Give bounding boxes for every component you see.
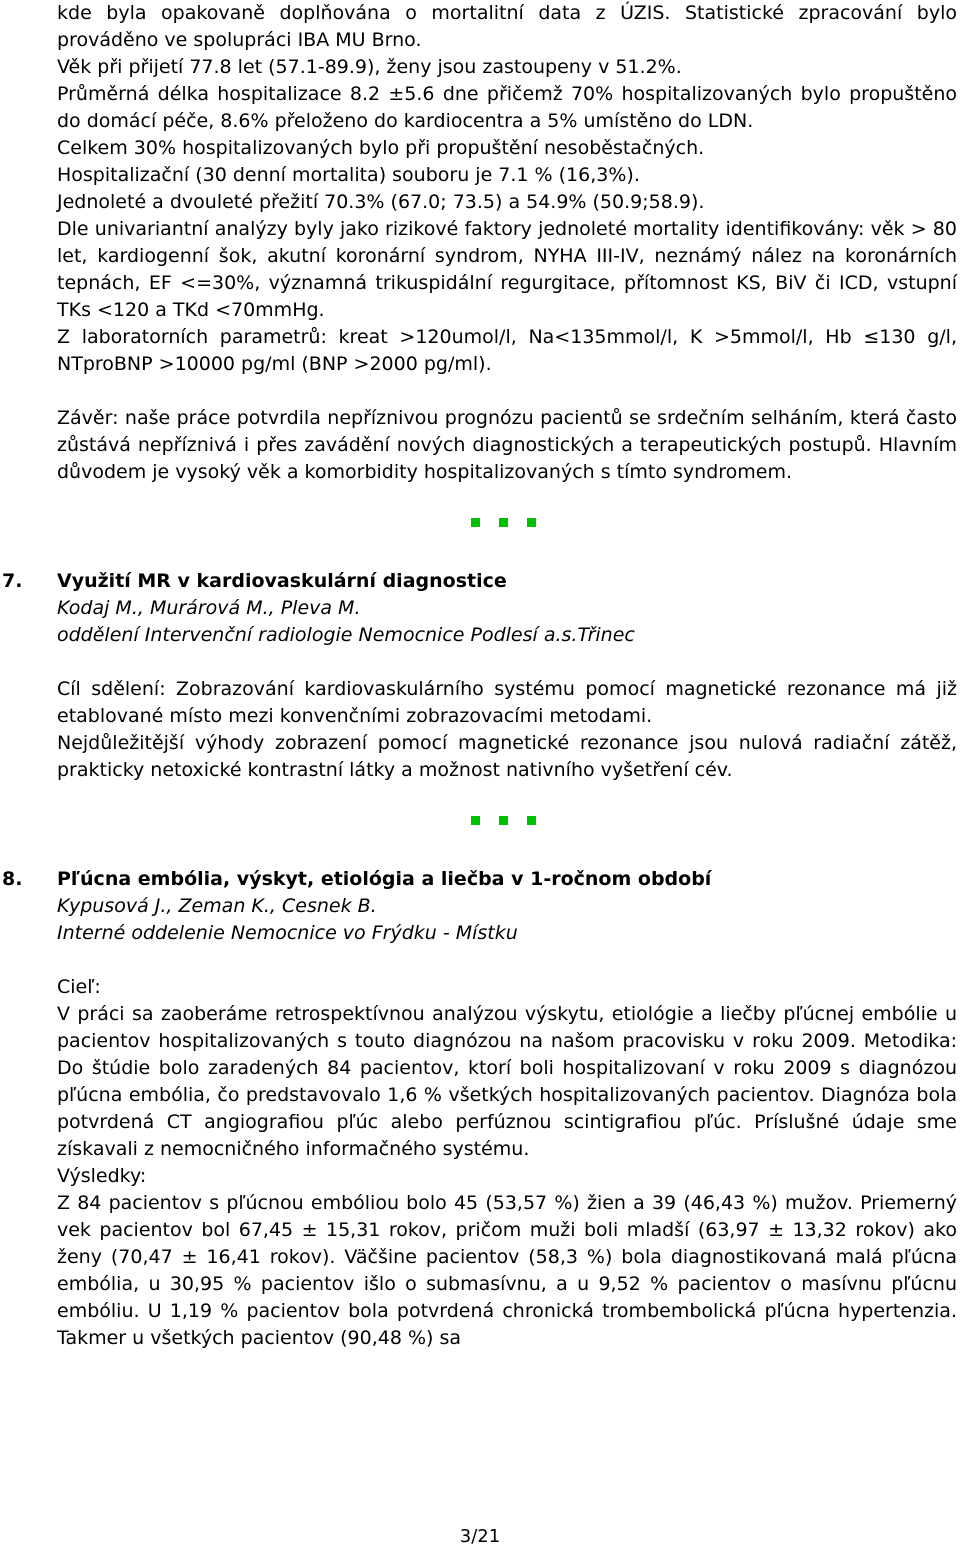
page-number: 3/21 — [459, 1526, 501, 1547]
section7-number: 7. — [2, 570, 23, 592]
section8-aim-text: V práci sa zaoberáme retrospektívnou analýzou výskytu, etiológie a liečby pľúcnej embólie u pacientov hospitalizovaných s touto diagnózou na našom pracovisku v roku 2009. Metodika: Do štúdie bolo zaradených 84 pacientov, ktorí boli hospitalizovaní v roku 2009 s diagnózou pľúcna embólia, čo predstavovalo 1,6 % všetkých hospitalizovaných pacientov. Diagnóza bola potvrdená CT angiografiou pľúc alebo perfúznou scintigrafiou pľúc. Príslušné údaje sme získavali z nemocničného informačného systému. — [57, 1003, 957, 1160]
study1-text-1: kde byla opakovaně doplňována o mortalitní data z ÚZIS. Statistické zpracování bylo prováděno ve spolupráci IBA MU Brno. — [57, 2, 957, 51]
section8-results-text: Z 84 pacientov s pľúcnou embóliou bolo 45 (53,57 %) žien a 39 (46,43 %) mužov. Priemerný vek pacientov bol 67,45 ± 15,31 rokov, pričom muži boli mladší (63,97 ± 13,32 rokov) ako ženy (70,47 ± 16,41 rokov). Väčšine pacientov (58,3 %) bola diagnostikovaná malá pľúcna embólia, u 30,95 % pacientov išlo o submasívnu, a u 9,52 % pacientov o masívnu pľúcnu embóliu. U 1,19 % pacientov bola potvrdená chronická trombembolická pľúcna hypertenzia. Takmer u všetkých pacientov (90,48 %) sa — [57, 1192, 957, 1349]
separator-square-icon — [499, 816, 508, 825]
section7-affiliation: oddělení Intervenční radiologie Nemocnice Podlesí a.s.Třinec — [57, 624, 635, 646]
study1-text-3: Průměrná délka hospitalizace 8.2 ±5.6 dne přičemž 70% hospitalizovaných bylo propuštěno do domácí péče, 8.6% přeloženo do kardiocentra a 5% umístěno do LDN. — [57, 83, 957, 132]
section7-title: Využití MR v kardiovaskulární diagnostice — [57, 570, 507, 592]
study1-text-2: Věk při přijetí 77.8 let (57.1-89.9), ženy jsou zastoupeny v 51.2%. — [57, 56, 682, 78]
spacer — [57, 947, 957, 974]
study1-text-5: Hospitalizační (30 denní mortalita) souboru je 7.1 % (16,3%). — [57, 164, 640, 186]
study1-text-4: Celkem 30% hospitalizovaných bylo při propuštění nesoběstačných. — [57, 137, 705, 159]
section-separator — [57, 784, 957, 866]
separator-square-icon — [471, 816, 480, 825]
separator-square-icon — [499, 518, 508, 527]
separator-square-icon — [471, 518, 480, 527]
study1-text-7: Dle univariantní analýzy byly jako rizikové faktory jednoleté mortality identifikovány: věk > 80 let, kardiogenní šok, akutní koronární syndrom, NYHA III-IV, neznámý nález na koronárních tepnách, EF <=30%, významná trikuspidální regurgitace, přítomnost KS, BiV či ICD, vstupní TKs <120 a TKd <70mmHg. — [57, 218, 957, 321]
study1-text-6: Jednoleté a dvouleté přežití 70.3% (67.0; 73.5) a 54.9% (50.9;58.9). — [57, 191, 705, 213]
document-page — [2, 0, 957, 1352]
section7-paragraph-2: Nejdůležitější výhody zobrazení pomocí magnetické rezonance jsou nulová radiační zátěž, prakticky netoxické kontrastní látky a možnost nativního vyšetření cév. — [57, 732, 957, 781]
section-separator — [57, 486, 957, 568]
section7-authors: Kodaj M., Murárová M., Pleva M. — [57, 597, 361, 619]
separator-squares — [471, 518, 536, 527]
separator-square-icon — [527, 816, 536, 825]
section7-heading — [0, 568, 957, 595]
section8-title: Pľúcna embólia, výskyt, etiológia a liečba v 1-ročnom období — [57, 868, 712, 890]
section8-aim-label: Cieľ: — [57, 976, 101, 998]
section7-paragraph-1: Cíl sdělení: Zobrazování kardiovaskulárního systému pomocí magnetické rezonance má již etablované místo mezi konvenčními zobrazovacími metodami. — [57, 678, 957, 727]
study1-text-8: Z laboratorních parametrů: kreat >120umol/l, Na<135mmol/l, K >5mmol/l, Hb ≤130 g/l, NTproBNP >10000 pg/ml (BNP >2000 pg/ml). — [57, 326, 957, 375]
section8-authors: Kypusová J., Zeman K., Cesnek B. — [57, 895, 377, 917]
section8-number: 8. — [2, 868, 23, 890]
section8-results-label: Výsledky: — [57, 1165, 147, 1187]
separator-squares — [471, 816, 536, 825]
spacer — [57, 649, 957, 676]
section8-heading — [0, 866, 957, 893]
spacer — [57, 378, 957, 405]
separator-square-icon — [527, 518, 536, 527]
section8-affiliation: Interné oddelenie Nemocnice vo Frýdku - Místku — [57, 922, 518, 944]
study1-conclusion: Závěr: naše práce potvrdila nepříznivou prognózu pacientů se srdečním selháním, která často zůstává nepříznivá i přes zavádění nových diagnostických a terapeutických postupů. Hlavním důvodem je vysoký věk a komorbidity hospitalizovaných s tímto syndromem. — [57, 407, 957, 483]
